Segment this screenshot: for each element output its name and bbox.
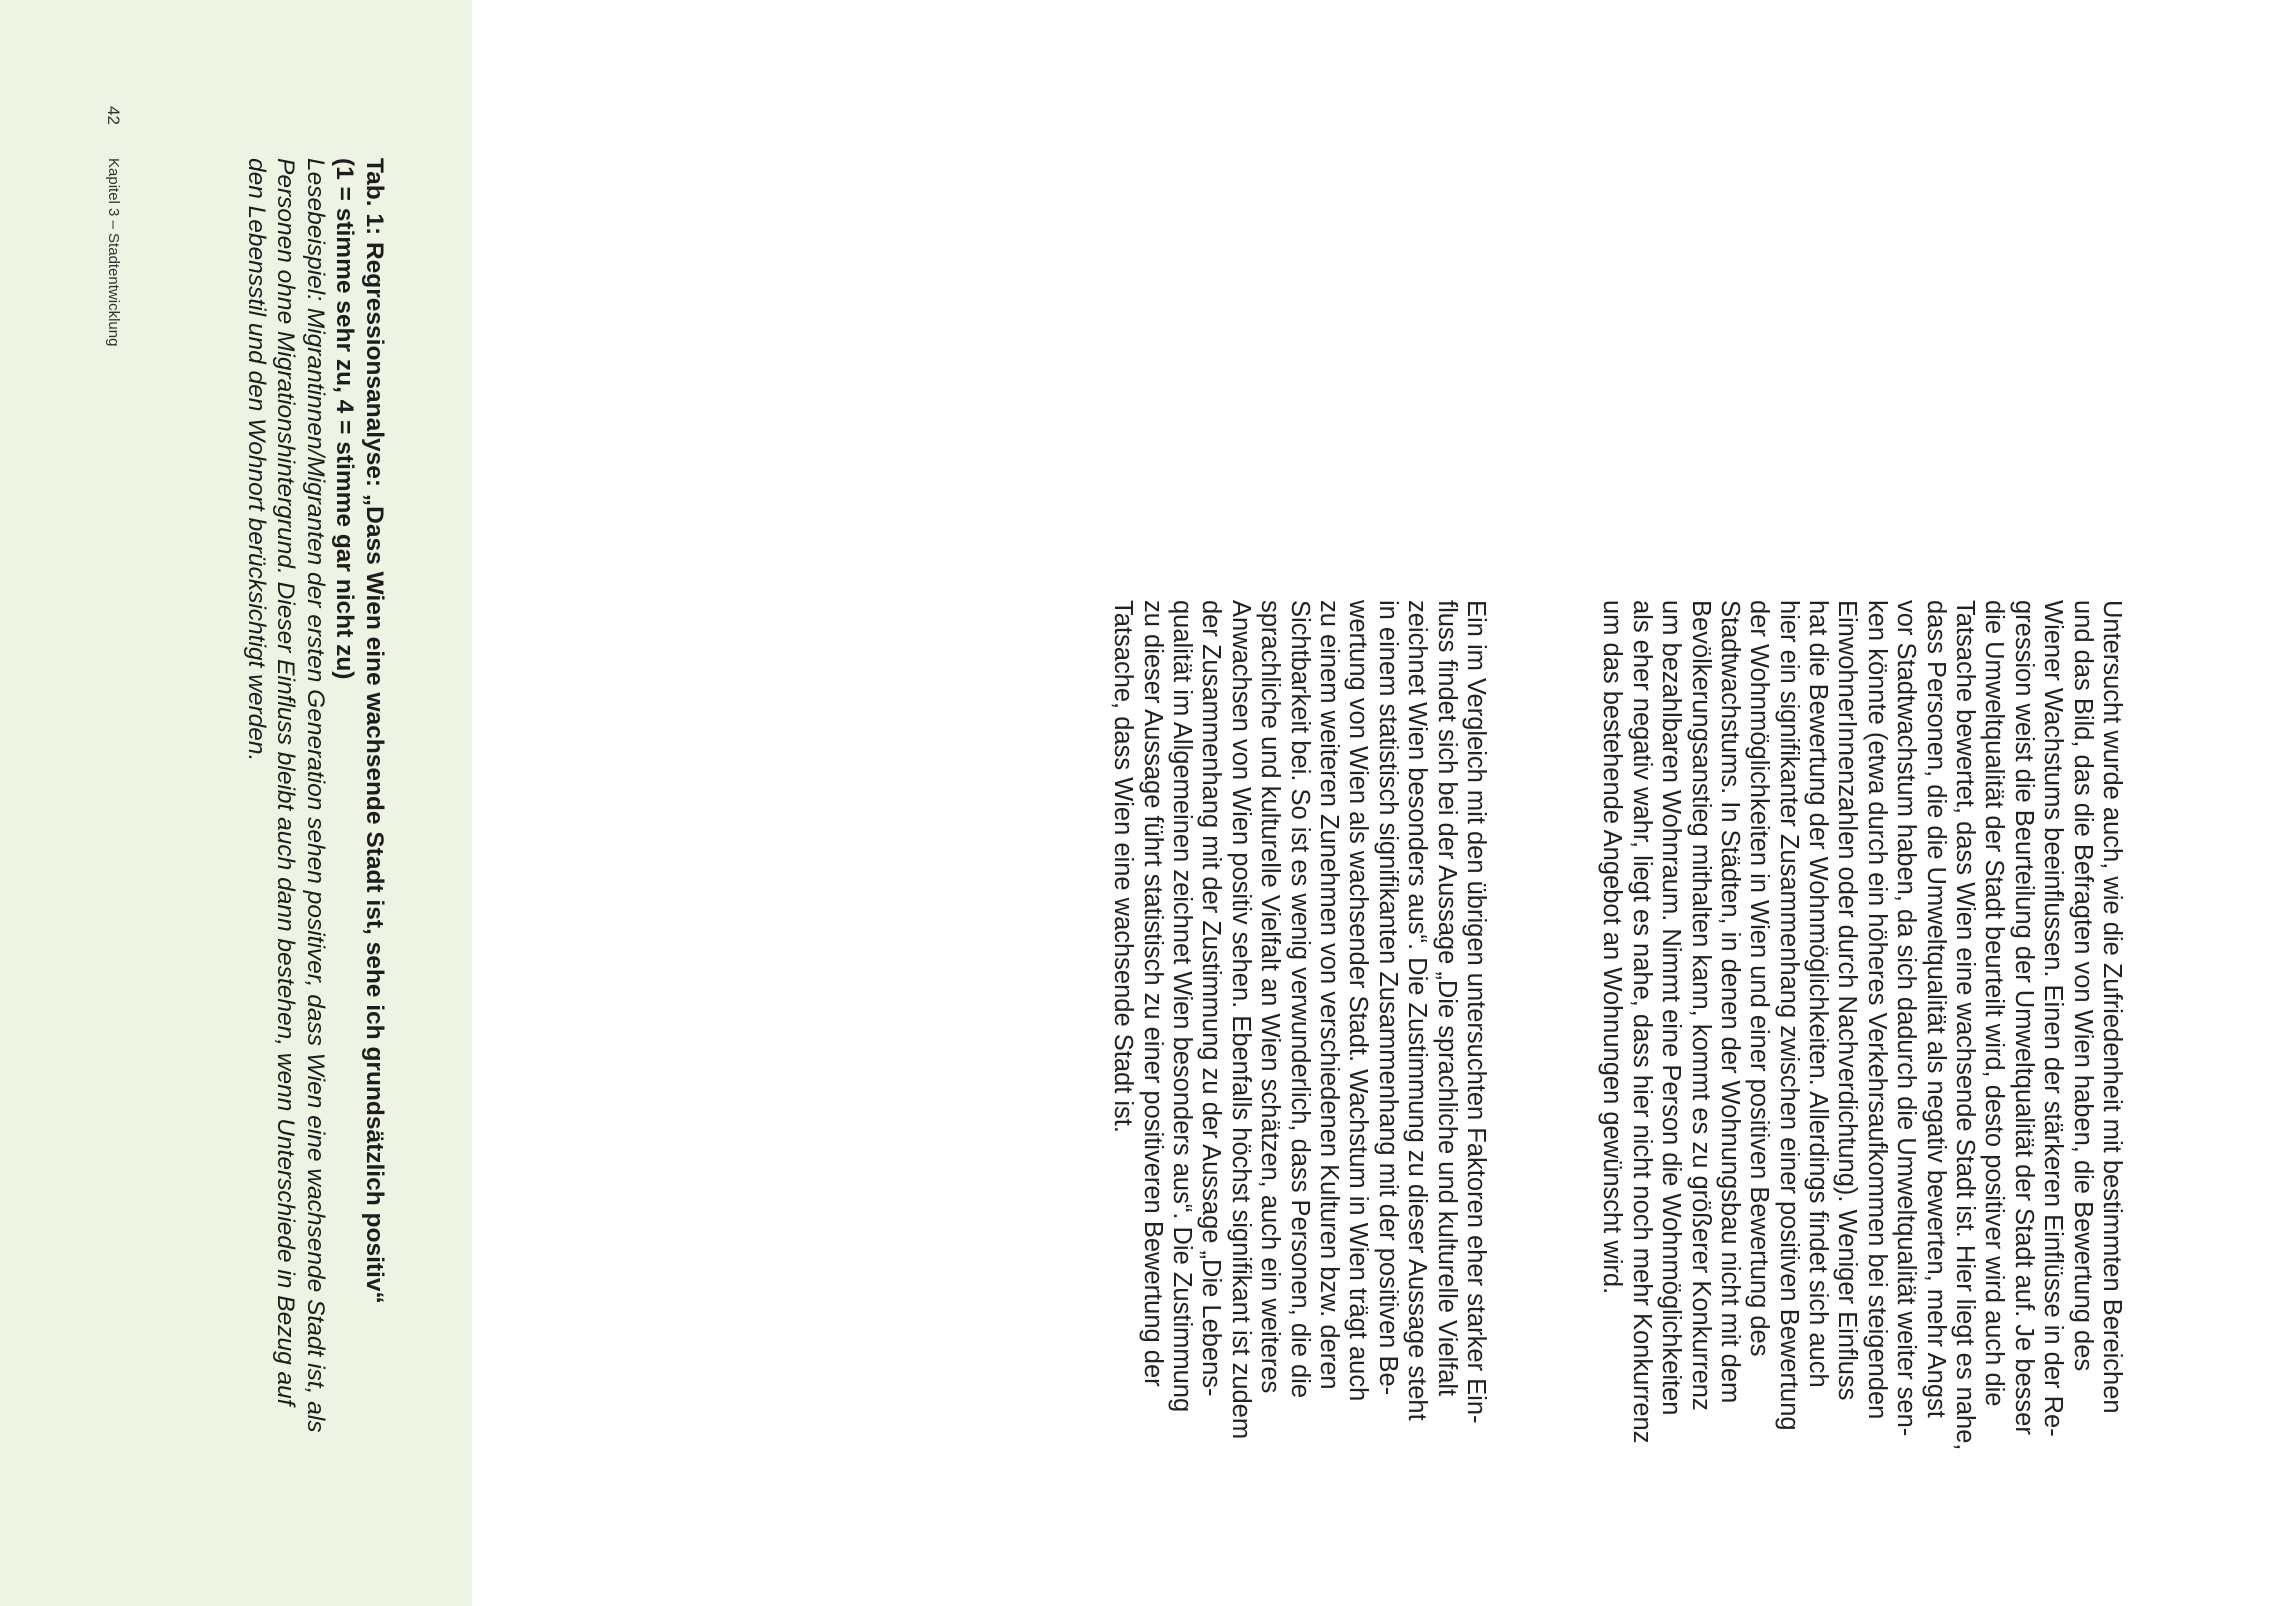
paragraph-line: zu einem weiteren Zunehmen von verschiedenen Kulturen bzw. deren: [1315, 600, 1344, 1390]
sidebar-band: [0, 0, 472, 1606]
paragraph-line: gression weist die Beurteilung der Umweltqualität der Stadt auf. Je besser: [2009, 600, 2038, 1435]
paragraph-line: Anwachsen von Wien positiv sehen. Ebenfalls höchst signifikant ist zudem: [1226, 600, 1255, 1440]
paragraph-line: die Umweltqualität der Stadt beurteilt wird, desto positiver wird auch die: [1980, 600, 2009, 1407]
paragraph-line: qualität im Allgemeinen zeichnet Wien besonders aus“. Die Zustimmung: [1168, 600, 1197, 1413]
paragraph-line: Untersucht wurde auch, wie die Zufriedenheit mit bestimmten Bereichen: [2098, 600, 2126, 1414]
paragraph-line: ken könnte (etwa durch ein höheres Verkehrsaufkommen bei steigenden: [1862, 600, 1891, 1420]
paragraph-line: Tatsache, dass Wien eine wachsende Stadt ist.: [1109, 600, 1138, 1133]
caption-note-line: Lesebeispiel: Migrantinnen/Migranten der ersten Generation sehen positiver, dass Wien eine wachsende Stadt ist, als: [302, 158, 329, 1433]
paragraph-line: hat die Bewertung der Wohnmöglichkeiten. Allerdings findet sich auch: [1804, 600, 1833, 1388]
paragraph-line: EinwohnerInnenzahlen oder durch Nachverdichtung). Weniger Einfluss: [1833, 600, 1862, 1401]
paragraph-line: und das Bild, das die Befragten von Wien haben, die Bewertung des: [2068, 600, 2097, 1372]
page-number: 42: [104, 106, 123, 125]
body-paragraph-2: [1108, 600, 1490, 1439]
table-caption-note: [241, 158, 330, 1433]
paragraph-line: Tatsache bewertet, dass Wien eine wachsende Stadt ist. Hier liegt es nahe,: [1951, 600, 1980, 1451]
paragraph-line: sprachliche und kulturelle Vielfalt an Wien schätzen, auch ein weiteres: [1256, 600, 1285, 1394]
caption-note-line: den Lebensstil und den Wohnort berücksichtigt werden.: [242, 158, 270, 762]
caption-note-line: Personen ohne Migrationshintergrund. Dieser Einfluss bleibt auch dann bestehen, wenn Unterschiede in Bezug auf: [272, 158, 300, 1406]
body-paragraph-1: [1597, 600, 2126, 1450]
paragraph-line: um das bestehende Angebot an Wohnungen gewünscht wird.: [1598, 600, 1627, 1295]
caption-title-line: Tab. 1: Regressionsanalyse: „Dass Wien eine wachsende Stadt ist, sehe ich grundsätzlich positiv“: [361, 158, 388, 1304]
paragraph-line: zu dieser Aussage führt statistisch zu einer positiveren Bewertung der: [1138, 600, 1167, 1387]
paragraph-line: zeichnet Wien besonders aus“. Die Zustimmung zu dieser Aussage steht: [1403, 600, 1432, 1421]
paragraph-line: Bevölkerungsanstieg mithalten kann, kommt es zu größerer Konkurrenz: [1686, 600, 1715, 1411]
paragraph-line: Ein im Vergleich mit den übrigen untersuchten Faktoren eher starker Ein-: [1462, 600, 1490, 1424]
paragraph-line: vor Stadtwachstum haben, da sich dadurch die Umweltqualität weiter sen-: [1892, 600, 1921, 1437]
paragraph-line: dass Personen, die die Umweltqualität als negativ bewerten, mehr Angst: [1921, 600, 1950, 1418]
paragraph-line: in einem statistisch signifikanten Zusammenhang mit der positiven Be-: [1373, 600, 1402, 1396]
paragraph-line: der Zusammenhang mit der Zustimmung zu der Aussage „Die Lebens-: [1197, 600, 1226, 1397]
paragraph-line: Stadtwachstums. In Städten, in denen der Wohnungsbau nicht mit dem: [1715, 600, 1744, 1404]
table-caption-title: [330, 158, 389, 1304]
paragraph-line: Sichtbarkeit bei. So ist es wenig verwunderlich, dass Personen, die die: [1285, 600, 1314, 1399]
paragraph-line: um bezahlbaren Wohnraum. Nimmt eine Person die Wohnmöglichkeiten: [1657, 600, 1686, 1416]
chapter-label: Kapitel 3 – Stadtentwicklung: [105, 158, 122, 347]
paragraph-line: als eher negativ wahr, liegt es nahe, dass hier nicht noch mehr Konkurrenz: [1627, 600, 1656, 1444]
paragraph-line: hier ein signifikanter Zusammenhang zwischen einer positiven Bewertung: [1774, 600, 1803, 1431]
paragraph-line: der Wohnmöglichkeiten in Wien und einer positiven Bewertung des: [1745, 600, 1774, 1357]
caption-title-line: (1 = stimme sehr zu, 4 = stimme gar nicht zu): [331, 158, 359, 680]
paragraph-line: fluss findet sich bei der Aussage „Die sprachliche und kulturelle Vielfalt: [1432, 600, 1461, 1397]
paragraph-line: Wiener Wachstums beeinflussen. Einen der stärkeren Einflüsse in der Re-: [2039, 600, 2068, 1437]
paragraph-line: wertung von Wien als wachsender Stadt. Wachstum in Wien trägt auch: [1344, 600, 1373, 1402]
